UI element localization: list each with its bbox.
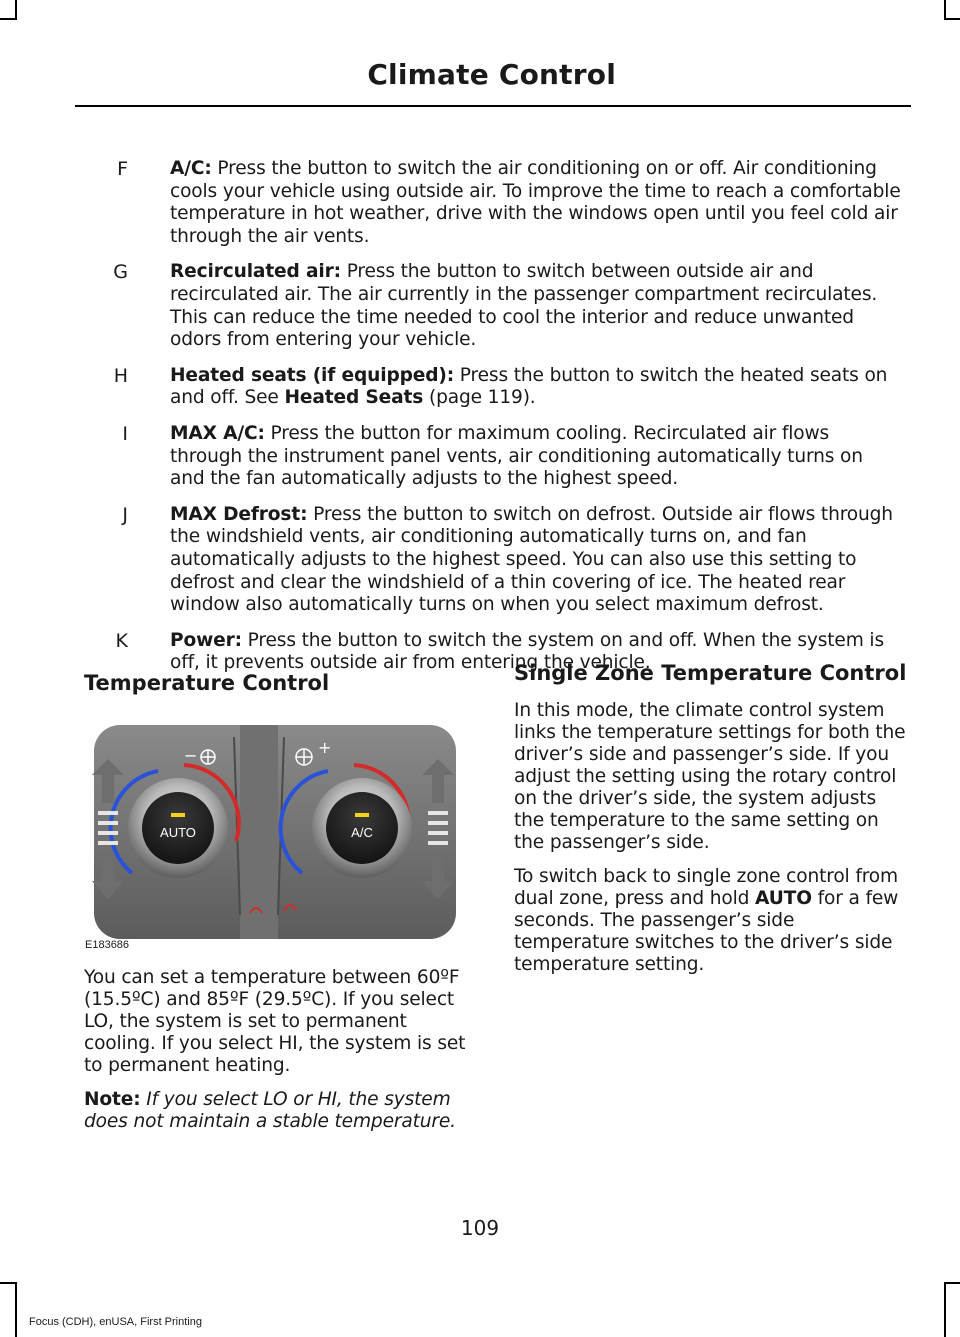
list-item	[80, 504, 902, 617]
item-term: A/C:	[170, 158, 212, 179]
item-text: Press the button to switch the air conditioning on or off. Air conditioning cools your vehicle using outside air. To improve the time to reach a comfortable temperature in hot weather, drive with the windows open until you feel cold air through the air vents.	[170, 158, 901, 247]
item-letter: G	[113, 261, 128, 284]
item-description	[170, 504, 902, 617]
item-description	[170, 365, 902, 410]
fan-icon	[296, 749, 312, 765]
crop-mark	[15, 0, 17, 18]
footer-text: Focus (CDH), enUSA, First Printing	[29, 1316, 202, 1328]
single-zone-text	[514, 700, 906, 988]
fan-icon	[201, 750, 215, 764]
list-item	[80, 365, 902, 410]
item-letter: K	[115, 629, 128, 652]
crop-mark	[0, 1282, 17, 1284]
item-letter: I	[122, 422, 128, 445]
cross-reference-link[interactable]: Heated Seats	[284, 387, 424, 409]
temperature-range-text	[84, 967, 474, 1145]
note-text: If you select LO or HI, the system does not maintain a stable temperature.	[84, 1089, 456, 1132]
item-text: Press the button to switch the heated seats on and off. See	[170, 364, 888, 409]
list-item	[80, 158, 902, 248]
paragraph: In this mode, the climate control system links the temperature settings for both the driver’s side and passenger’s side. If you adjust the setting using the rotary control on the driver’s side, the system adjusts the temperature to the same setting on the passenger’s side.	[514, 700, 906, 853]
item-description	[170, 261, 902, 351]
item-text: Press the button to switch on defrost. Outside air flows through the windshield vents, air conditioning automatically turns on, and fan automatically adjusts to the highest speed. You can also use this setting to defrost and clear the windshield of a thin covering of ice. The heated rear window also automatically turns on when you select maximum defrost.	[170, 503, 893, 616]
item-letter: H	[113, 364, 128, 387]
item-term: Heated seats (if equipped):	[170, 364, 455, 386]
item-term: Power:	[170, 629, 242, 651]
svg-text:+: +	[318, 738, 332, 757]
item-description	[170, 158, 902, 248]
page-number: 109	[460, 1216, 500, 1240]
crop-mark	[944, 1282, 946, 1337]
item-description	[170, 423, 902, 491]
note	[84, 1089, 474, 1133]
crop-mark	[15, 1282, 17, 1337]
page-title: Climate Control	[367, 58, 616, 91]
crop-mark	[0, 18, 17, 20]
figure-code: E183686	[85, 939, 130, 951]
paragraph	[514, 866, 906, 976]
item-term: MAX A/C:	[170, 422, 265, 444]
climate-control-figure	[84, 715, 462, 957]
auto-keyword: AUTO	[755, 888, 812, 909]
control-items-list	[80, 158, 902, 688]
item-text-tail: (page 119).	[423, 387, 536, 409]
item-text: Press the button to switch between outside air and recirculated air. The air currently in the passenger compartment recirculates. This can reduce the time needed to cool the interior and reduce unwanted odors from entering your vehicle.	[170, 261, 878, 351]
paragraph: You can set a temperature between 60ºF (15.5ºC) and 85ºF (29.5ºC). If you select LO, the system is set to permanent cooling. If you select HI, the system is set to permanent heating.	[84, 967, 466, 1076]
crop-mark	[944, 0, 946, 18]
item-term: Recirculated air:	[170, 261, 341, 283]
section-title-single-zone: Single Zone Temperature Control	[514, 661, 907, 685]
list-item	[80, 423, 902, 491]
knob-label-ac: A/C	[351, 825, 373, 840]
section-title-temperature-control: Temperature Control	[84, 671, 330, 695]
paragraph-text: To switch back to single zone control from dual zone, press and hold	[514, 866, 898, 909]
crop-mark	[944, 18, 960, 20]
item-letter: J	[122, 503, 128, 526]
item-text: Press the button to switch the system on and off. When the system is off, it prevents outside air from entering the vehicle.	[170, 629, 884, 674]
item-letter: F	[117, 158, 128, 180]
svg-text:−: −	[184, 746, 198, 765]
note-label: Note:	[84, 1089, 141, 1110]
item-text: Press the button for maximum cooling. Recirculated air flows through the instrument panel vents, air conditioning automatically turns on and the fan automatically adjusts to the highest speed.	[170, 422, 863, 490]
crop-mark	[944, 1282, 960, 1284]
item-term: MAX Defrost:	[170, 503, 308, 525]
paragraph-text: for a few seconds. The passenger’s side temperature switches to the driver’s side temperature setting.	[514, 888, 899, 975]
knob-label-auto: AUTO	[160, 825, 196, 840]
header-divider	[75, 105, 911, 107]
list-item	[80, 261, 902, 351]
climate-panel-illustration	[84, 715, 462, 957]
